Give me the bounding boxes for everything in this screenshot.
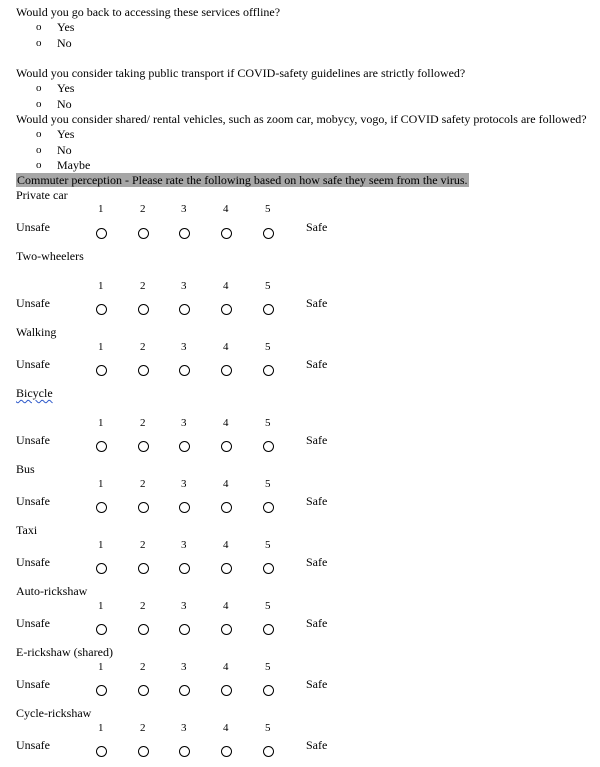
scale-number: 1 (98, 280, 104, 292)
rating-radio-1[interactable] (96, 685, 107, 696)
scale-number: 3 (181, 417, 187, 429)
scale-number: 3 (181, 203, 187, 215)
rating-radio-4[interactable] (221, 304, 232, 315)
scale-number: 4 (223, 539, 229, 551)
scale-number: 1 (98, 661, 104, 673)
safe-label: Safe (306, 357, 328, 371)
unsafe-label: Unsafe (16, 738, 50, 752)
scale-number: 2 (140, 600, 146, 612)
rating-item-label: Private car (16, 188, 68, 202)
rating-item-label: Taxi (16, 523, 38, 537)
rating-radio-2[interactable] (138, 502, 149, 513)
unsafe-label: Unsafe (16, 677, 50, 691)
rating-heading-text: Commuter perception - Please rate the following based on how safe they seem from the virus. (17, 173, 468, 187)
scale-number: 1 (98, 539, 104, 551)
question-1-text: Would you go back to accessing these services offline? (16, 5, 281, 19)
bullet-icon: o (36, 159, 42, 171)
scale-number: 1 (98, 722, 104, 734)
question-3-text: Would you consider shared/ rental vehicles, such as zoom car, mobycy, vogo, if COVID safety protocols are followed? (16, 112, 587, 126)
scale-number: 5 (265, 203, 271, 215)
unsafe-label: Unsafe (16, 357, 50, 371)
bullet-icon: o (36, 128, 42, 140)
scale-number: 2 (140, 478, 146, 490)
unsafe-label: Unsafe (16, 433, 50, 447)
scale-number: 4 (223, 417, 229, 429)
rating-section-heading (16, 173, 469, 187)
bullet-icon: o (36, 21, 42, 33)
unsafe-label: Unsafe (16, 616, 50, 630)
rating-radio-2[interactable] (138, 563, 149, 574)
scale-number: 3 (181, 478, 187, 490)
rating-radio-5[interactable] (263, 563, 274, 574)
q2-option-no[interactable]: No (57, 97, 72, 111)
rating-radio-3[interactable] (179, 502, 190, 513)
scale-number: 5 (265, 417, 271, 429)
rating-radio-2[interactable] (138, 685, 149, 696)
scale-number: 4 (223, 661, 229, 673)
rating-radio-2[interactable] (138, 304, 149, 315)
rating-radio-2[interactable] (138, 365, 149, 376)
rating-radio-4[interactable] (221, 563, 232, 574)
rating-radio-5[interactable] (263, 746, 274, 757)
rating-radio-3[interactable] (179, 441, 190, 452)
rating-radio-1[interactable] (96, 228, 107, 239)
unsafe-label: Unsafe (16, 220, 50, 234)
rating-radio-2[interactable] (138, 441, 149, 452)
safe-label: Safe (306, 555, 328, 569)
scale-number: 4 (223, 341, 229, 353)
rating-radio-3[interactable] (179, 228, 190, 239)
rating-radio-5[interactable] (263, 304, 274, 315)
scale-number: 2 (140, 661, 146, 673)
scale-number: 3 (181, 661, 187, 673)
rating-radio-4[interactable] (221, 228, 232, 239)
bullet-icon: o (36, 98, 42, 110)
q3-option-maybe[interactable]: Maybe (57, 158, 91, 172)
rating-radio-1[interactable] (96, 441, 107, 452)
scale-number: 5 (265, 539, 271, 551)
rating-radio-4[interactable] (221, 685, 232, 696)
rating-item-label: Walking (16, 325, 57, 339)
question-2-text: Would you consider taking public transport if COVID-safety guidelines are strictly followed? (16, 66, 466, 80)
scale-number: 4 (223, 478, 229, 490)
rating-radio-3[interactable] (179, 365, 190, 376)
scale-number: 2 (140, 722, 146, 734)
bullet-icon: o (36, 144, 42, 156)
rating-item-label: Cycle-rickshaw (16, 706, 92, 720)
rating-item-label: Auto-rickshaw (16, 584, 88, 598)
rating-radio-5[interactable] (263, 441, 274, 452)
rating-radio-4[interactable] (221, 746, 232, 757)
scale-number: 3 (181, 280, 187, 292)
bullet-icon: o (36, 37, 42, 49)
rating-radio-4[interactable] (221, 624, 232, 635)
scale-number: 2 (140, 341, 146, 353)
rating-radio-1[interactable] (96, 365, 107, 376)
rating-radio-5[interactable] (263, 502, 274, 513)
scale-number: 5 (265, 341, 271, 353)
scale-number: 1 (98, 478, 104, 490)
rating-radio-4[interactable] (221, 365, 232, 376)
rating-radio-2[interactable] (138, 228, 149, 239)
scale-number: 3 (181, 600, 187, 612)
rating-radio-3[interactable] (179, 746, 190, 757)
rating-radio-1[interactable] (96, 624, 107, 635)
q1-option-yes[interactable]: Yes (57, 20, 75, 34)
bullet-icon: o (36, 82, 42, 94)
safe-label: Safe (306, 296, 328, 310)
rating-item-label: E-rickshaw (shared) (16, 645, 113, 659)
rating-radio-5[interactable] (263, 685, 274, 696)
scale-number: 2 (140, 417, 146, 429)
scale-number: 4 (223, 280, 229, 292)
scale-number: 4 (223, 203, 229, 215)
rating-radio-2[interactable] (138, 746, 149, 757)
scale-number: 5 (265, 722, 271, 734)
scale-number: 3 (181, 539, 187, 551)
rating-radio-3[interactable] (179, 685, 190, 696)
rating-radio-5[interactable] (263, 365, 274, 376)
scale-number: 2 (140, 539, 146, 551)
safe-label: Safe (306, 433, 328, 447)
q3-option-no[interactable]: No (57, 143, 72, 157)
rating-radio-1[interactable] (96, 304, 107, 315)
rating-radio-4[interactable] (221, 502, 232, 513)
safe-label: Safe (306, 494, 328, 508)
safe-label: Safe (306, 616, 328, 630)
safe-label: Safe (306, 738, 328, 752)
rating-radio-2[interactable] (138, 624, 149, 635)
rating-radio-5[interactable] (263, 228, 274, 239)
rating-item-label: Bicycle (16, 386, 53, 400)
scale-number: 1 (98, 203, 104, 215)
q1-option-no[interactable]: No (57, 36, 72, 50)
safe-label: Safe (306, 677, 328, 691)
rating-radio-1[interactable] (96, 563, 107, 574)
scale-number: 2 (140, 203, 146, 215)
rating-radio-3[interactable] (179, 624, 190, 635)
rating-radio-3[interactable] (179, 304, 190, 315)
rating-radio-1[interactable] (96, 746, 107, 757)
safe-label: Safe (306, 220, 328, 234)
rating-radio-1[interactable] (96, 502, 107, 513)
scale-number: 1 (98, 341, 104, 353)
rating-item-label: Two-wheelers (16, 249, 84, 263)
scale-number: 5 (265, 478, 271, 490)
scale-number: 4 (223, 722, 229, 734)
unsafe-label: Unsafe (16, 555, 50, 569)
scale-number: 4 (223, 600, 229, 612)
scale-number: 3 (181, 722, 187, 734)
scale-number: 5 (265, 600, 271, 612)
q3-option-yes[interactable]: Yes (57, 127, 75, 141)
rating-radio-5[interactable] (263, 624, 274, 635)
rating-radio-3[interactable] (179, 563, 190, 574)
unsafe-label: Unsafe (16, 494, 50, 508)
scale-number: 1 (98, 600, 104, 612)
rating-radio-4[interactable] (221, 441, 232, 452)
scale-number: 3 (181, 341, 187, 353)
scale-number: 5 (265, 661, 271, 673)
scale-number: 2 (140, 280, 146, 292)
scale-number: 5 (265, 280, 271, 292)
scale-number: 1 (98, 417, 104, 429)
unsafe-label: Unsafe (16, 296, 50, 310)
rating-item-label: Bus (16, 462, 35, 476)
q2-option-yes[interactable]: Yes (57, 81, 75, 95)
